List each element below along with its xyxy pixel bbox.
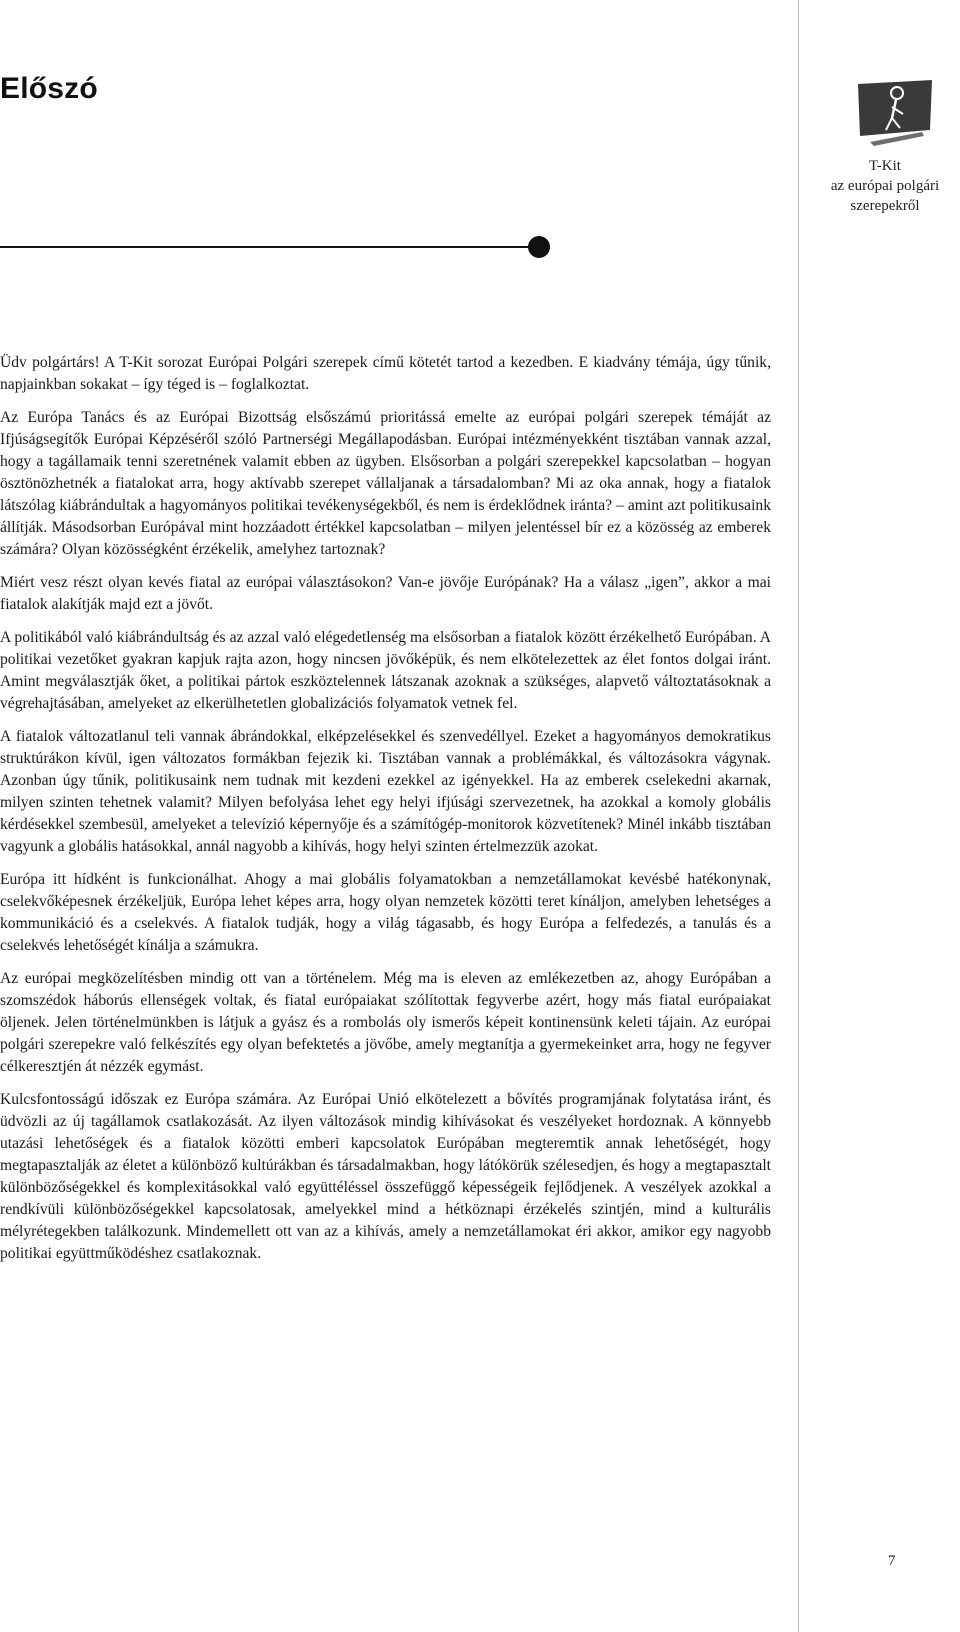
page-title: Előszó	[0, 72, 98, 105]
tkit-label	[810, 156, 960, 216]
tkit-figure-logo-icon	[856, 80, 934, 146]
title-rule	[0, 246, 530, 248]
tkit-label-line: szerepekről	[850, 198, 920, 214]
tkit-label-line: T-Kit	[869, 158, 901, 174]
paragraph: Az európai megközelítésben mindig ott van a történelem. Még ma is eleven az emlékezetben az, ahogy Európában a szomszédok háborús ellenségek voltak, és fiatal európaiakat szólítottak fegyverbe azért, hogy más fiatal európaiakat öljenek. Jelen történelmünkben is látjuk a gyász és a rombolás oly ismerős képeit kontinensünk keleti tájain. Az európai polgári szerepekre való felkészítés egy olyan befektetés a jövőbe, amely megtanítja a gyermekeinket arra, hogy ne fegyver célkeresztjén át nézzék egymást.	[0, 970, 771, 1075]
paragraph: Miért vesz részt olyan kevés fiatal az európai választásokon? Van-e jövője Európának? Ha a válasz „igen”, akkor a mai fiatalok alakítják majd ezt a jövőt.	[0, 574, 771, 613]
paragraph: Kulcsfontosságú időszak ez Európa számára. Az Európai Unió elkötelezett a bővítés programjának folytatása iránt, és üdvözli az új tagállamok csatlakozását. Az ilyen változások mindig kihívásokat és veszélyeket hordoznak. A könnyebb utazási lehetőségek és a fiatalok közötti emberi kapcsolatok Európában megteremtik annak lehetőségét, hogy megtapasztalják az életet a különböző kultúrákban és társadalmakban, hogy látókörük szélesedjen, és hogy a megtapasztalt különbözőségekkel és komplexitásokkal való együttéléssel összefüggő képességeik fejlődjenek. A veszélyek azokkal a rendkívüli különbözőségekkel kapcsolatosak, amelyekkel mind a hétköznapi érzékelés szintjén, mind a kulturális mélyrétegekben találkozunk. Mindemellett ott van az a kihívás, amely a nemzetállamokat éri akkor, amikor egy nagyobb politikai együttműködéshez csatlakoznak.	[0, 1091, 771, 1262]
paragraph: Az Európa Tanács és az Európai Bizottság elsőszámú prioritássá emelte az európai polgári szerepek témáját az Ifjúságsegítők Európai Képzéséről szóló Partnerségi Megállapodásban. Európai intézményekként tisztában vannak azzal, hogy a tagállamaik tenni szeretnének valamit ebben az ügyben. Elsősorban a polgári szerepekkel kapcsolatban – hogyan ösztönözhetnék a fiatalokat arra, hogy aktívabb szerepet vállaljanak a társadalomban? Mi az oka annak, hogy a fiatalok látszólag kiábrándultak a hagyományos politikai tevékenységekből, és nem is érdeklődnek iránta? – amint azt politikusaink állítják. Másodsorban Európával mint hozzáadott értékkel kapcsolatban – milyen jelentéssel bír ez a közösség az emberek számára? Olyan közösségként érzékelik, amelyhez tartoznak?	[0, 409, 771, 558]
rule-dot-icon	[528, 236, 550, 258]
body-text	[0, 352, 771, 1276]
paragraph: Európa itt hídként is funkcionálhat. Ahogy a mai globális folyamatokban a nemzetállamokat kevésbé hatékonynak, cselekvőképesnek érzékeljük, Európa lehet képes arra, hogy olyan nemzetek közötti teret kínáljon, amelyben lehetséges a kommunikáció és a cselekvés. A fiatalok tudják, hogy a világ tágasabb, és hogy Európa a felfedezés, a tanulás és a cselekvés lehetőségét kínálja a számukra.	[0, 871, 771, 954]
paragraph: A fiatalok változatlanul teli vannak ábrándokkal, elképzelésekkel és szenvedéllyel. Ezeket a hagyományos demokratikus struktúrákon kívül, igen változatos formákban fejezik ki. Tisztában vannak a problémákkal, és változásokra vágynak. Azonban úgy tűnik, politikusaink nem tudnak mit kezdeni ezekkel az igényekkel. Ha az emberek cselekedni akarnak, milyen szinten tehetnek valamit? Milyen befolyása lehet egy helyi ifjúsági szervezetnek, ha azokkal a komoly globális kérdésekkel szembesül, amelyeket a televízió képernyője és a számítógép-monitorok közvetítenek? Minél inkább tisztában vagyunk a globális hatásokkal, annál nagyobb a kihívás, hogy helyi szinten értelmezzük azokat.	[0, 728, 771, 855]
paragraph: Üdv polgártárs! A T-Kit sorozat Európai Polgári szerepek című kötetét tartod a kezedben. E kiadvány témája, úgy tűnik, napjainkban sokakat – így téged is – foglalkoztat.	[0, 354, 771, 393]
paragraph: A politikából való kiábrándultság és az azzal való elégedetlenség ma elsősorban a fiatalok között érzékelhető Európában. A politikai vezetőket gyakran kapjuk rajta azon, hogy nincsen jövőképük, és nem elkötelezettek az élet fontos dolgai iránt. Amint megválasztják őket, a politikai pártok eszköztelennek látszanak azoknak a szükséges, alapvető változtatásoknak a végrehajtásában, amelyeket az elkerülhetetlen globalizációs folyamatok vetnek fel.	[0, 629, 771, 712]
page-number: 7	[888, 1553, 896, 1569]
sidebar-divider	[798, 0, 799, 1632]
tkit-label-line: az európai polgári	[830, 178, 940, 194]
